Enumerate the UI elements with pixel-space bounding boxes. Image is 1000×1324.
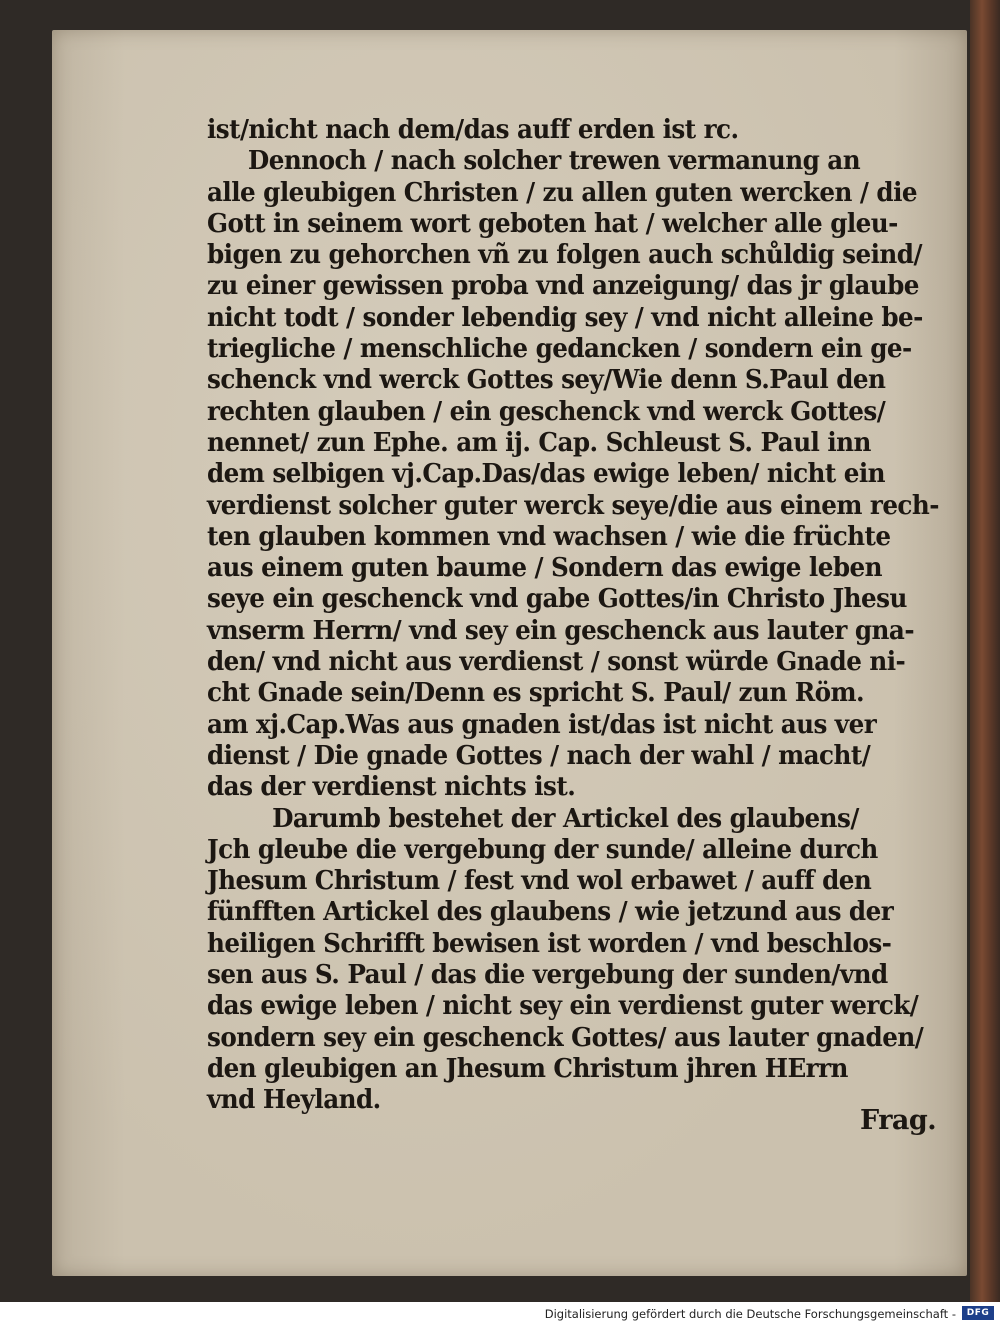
- text-line: sondern sey ein geschenck Gottes/ aus lauter gnaden/: [207, 1021, 924, 1053]
- dfg-logo: DFG: [962, 1306, 994, 1320]
- text-line: nennet/ zun Ephe. am ij. Cap. Schleust S. Paul inn: [207, 426, 871, 458]
- text-line: Gott in seinem wort geboten hat / welcher alle gleu-: [207, 207, 898, 239]
- text-line: vnd Heyland.: [207, 1084, 381, 1116]
- text-line: dem selbigen vj.Cap.Das/das ewige leben/ nicht ein: [207, 458, 886, 490]
- text-line: sen aus S. Paul / das die vergebung der sunden/vnd: [207, 959, 888, 991]
- text-line: schenck vnd werck Gottes sey/Wie denn S.Paul den: [207, 364, 886, 396]
- text-line: am xj.Cap.Was aus gnaden ist/das ist nicht aus ver: [207, 708, 877, 740]
- text-line: ist/nicht nach dem/das auff erden ist rc.: [207, 114, 739, 145]
- text-line: heiligen Schrifft bewisen ist worden / vnd beschlos-: [207, 927, 892, 959]
- funding-credit: Digitalisierung gefördert durch die Deutsche Forschungsgemeinschaft -: [544, 1307, 956, 1321]
- text-line: nicht todt / sonder lebendig sey / vnd nicht alleine be-: [207, 301, 923, 333]
- text-line: bigen zu gehorchen vñ zu folgen auch schůldig seind/: [207, 239, 922, 271]
- text-line: den/ vnd nicht aus verdienst / sonst würde Gnade ni-: [207, 646, 906, 678]
- text-line: cht Gnade sein/Denn es spricht S. Paul/ zun Röm.: [207, 677, 865, 709]
- text-line: triegliche / menschliche gedancken / sondern ein ge-: [207, 333, 912, 365]
- text-line: vnserm Herrn/ vnd sey ein geschenck aus lauter gna-: [207, 614, 915, 646]
- text-line: Jhesum Christum / fest vnd wol erbawet / auff den: [207, 865, 872, 897]
- text-line: Dennoch / nach solcher trewen vermanung an: [247, 145, 861, 177]
- page-text: [207, 114, 939, 1116]
- text-line: das ewige leben / nicht sey ein verdienst guter werck/: [207, 990, 919, 1022]
- book-edge: [970, 0, 1000, 1302]
- text-line: ten glauben kommen vnd wachsen / wie die früchte: [207, 520, 891, 552]
- footer-bar: [0, 1302, 1000, 1324]
- text-line: aus einem guten baume / Sondern das ewige leben: [207, 552, 882, 584]
- text-line: seye ein geschenck vnd gabe Gottes/in Christo Jhesu: [207, 583, 907, 615]
- text-line: verdienst solcher guter werck seye/die aus einem rech-: [207, 489, 939, 521]
- text-line: fünfften Artickel des glaubens / wie jetzund aus der: [207, 896, 894, 928]
- text-line: rechten glauben / ein geschenck vnd werck Gottes/: [207, 395, 886, 427]
- text-line: Darumb bestehet der Artickel des glaubens/: [272, 802, 859, 834]
- catchword: Frag.: [860, 1105, 937, 1136]
- text-line: den gleubigen an Jhesum Christum jhren HErrn: [207, 1052, 848, 1084]
- text-line: alle gleubigen Christen / zu allen guten wercken / die: [207, 176, 917, 208]
- text-line: zu einer gewissen proba vnd anzeigung/ das jr glaube: [207, 270, 919, 302]
- text-line: Jch gleube die vergebung der sunde/ alleine durch: [207, 833, 878, 865]
- text-line: dienst / Die gnade Gottes / nach der wahl / macht/: [207, 739, 871, 771]
- text-line: das der verdienst nichts ist.: [207, 771, 576, 803]
